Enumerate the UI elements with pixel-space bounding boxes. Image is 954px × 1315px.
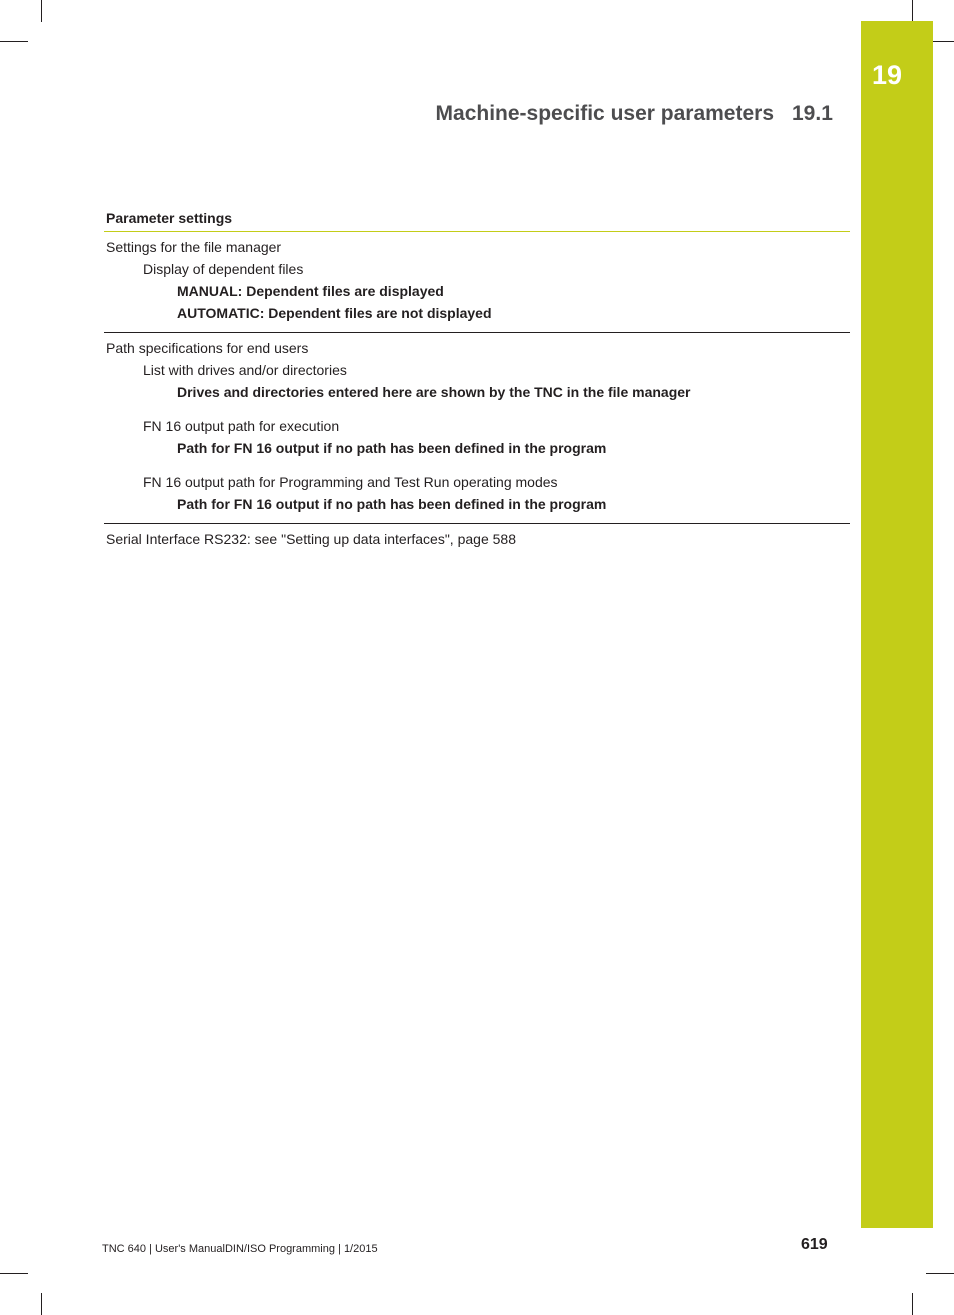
table-heading: Parameter settings [104, 210, 850, 232]
crop-mark [912, 1293, 913, 1315]
table-row [104, 333, 850, 524]
parameter-value: Path for FN 16 output if no path has been defined in the program [177, 496, 607, 512]
section-number: 19.1 [792, 102, 833, 125]
parameter-name: Display of dependent files [143, 261, 304, 277]
table-row [104, 232, 850, 333]
crop-mark [0, 1273, 28, 1274]
parameter-name: List with drives and/or directories [143, 362, 347, 378]
parameter-value: MANUAL: Dependent files are displayed [177, 283, 444, 299]
chapter-tab [861, 21, 933, 1228]
parameter-name: FN 16 output path for Programming and Test Run operating modes [143, 474, 558, 490]
crop-mark [912, 0, 913, 22]
crop-mark [0, 41, 28, 42]
table-row [104, 524, 850, 558]
parameter-name: FN 16 output path for execution [143, 418, 340, 434]
crop-mark [41, 0, 42, 22]
page-number: 619 [801, 1236, 828, 1253]
group-title: Path specifications for end users [106, 340, 309, 356]
crop-mark [41, 1293, 42, 1315]
parameter-value: Path for FN 16 output if no path has been defined in the program [177, 440, 607, 456]
group-title: Settings for the file manager [106, 239, 282, 255]
group-title-link[interactable]: Serial Interface RS232: see "Setting up data interfaces", page 588 [106, 531, 516, 547]
crop-mark [926, 1273, 954, 1274]
parameter-table [104, 210, 850, 558]
parameter-value: Drives and directories entered here are shown by the TNC in the file manager [177, 384, 691, 400]
footer-text: TNC 640 | User's ManualDIN/ISO Programming | 1/2015 [102, 1243, 378, 1255]
page-title: Machine-specific user parameters [435, 102, 774, 125]
parameter-value: AUTOMATIC: Dependent files are not displayed [177, 305, 492, 321]
chapter-number: 19 [872, 60, 903, 90]
